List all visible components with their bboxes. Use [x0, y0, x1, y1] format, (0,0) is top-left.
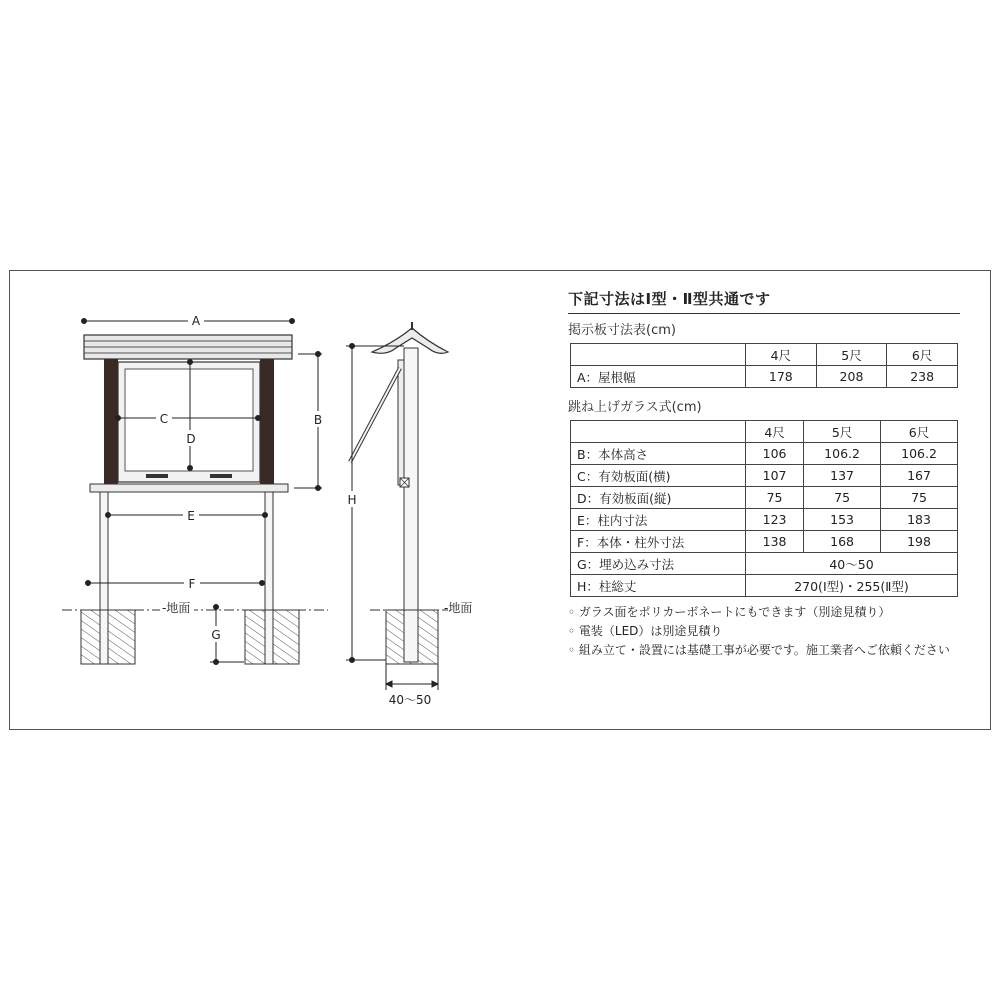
table-row	[571, 443, 958, 465]
label-a: A	[191, 314, 201, 328]
front-view	[62, 335, 328, 664]
row-value: 106.2	[804, 443, 881, 465]
row-value: 183	[881, 509, 958, 531]
table-header-row	[571, 421, 958, 443]
row-value: 75	[881, 487, 958, 509]
row-value: 208	[816, 366, 887, 388]
row-value-merged: 40～50	[746, 553, 958, 575]
row-value: 107	[746, 465, 804, 487]
row-label: A：屋根幅	[571, 366, 746, 388]
row-label: D：有効板面(縦)	[571, 487, 746, 509]
row-label: C：有効板面(横)	[571, 465, 746, 487]
table1-title: 掲示板寸法表(cm)	[568, 323, 676, 338]
note-item: ◦ ガラス面をポリカーボネートにもできます（別途見積り）	[568, 605, 891, 619]
label-g: G	[211, 628, 221, 642]
row-value: 106.2	[881, 443, 958, 465]
table-header-cell: 6尺	[881, 421, 958, 443]
row-value: 106	[746, 443, 804, 465]
table-header-cell: 6尺	[887, 344, 958, 366]
row-value: 198	[881, 531, 958, 553]
table-header-cell	[571, 344, 746, 366]
dimension-panel	[568, 288, 960, 660]
row-value: 75	[746, 487, 804, 509]
front-shelf	[90, 484, 288, 492]
table-row	[571, 509, 958, 531]
row-value: 75	[804, 487, 881, 509]
table-header-cell: 5尺	[816, 344, 887, 366]
label-ground-right: -地面	[444, 601, 473, 615]
front-right-column	[260, 359, 274, 484]
table-row	[571, 531, 958, 553]
row-value-merged: 270(Ⅰ型)・255(Ⅱ型)	[746, 575, 958, 597]
row-value: 123	[746, 509, 804, 531]
roof-width-table	[570, 343, 958, 388]
table-header-cell: 5尺	[804, 421, 881, 443]
label-d: D	[186, 432, 196, 446]
row-label: G：埋め込み寸法	[571, 553, 746, 575]
front-left-column	[104, 359, 118, 484]
label-ground-left: -地面	[162, 601, 191, 615]
row-value: 153	[804, 509, 881, 531]
table-header-row	[571, 344, 958, 366]
label-post-width: 40～50	[388, 693, 432, 707]
glass-type-table	[570, 420, 958, 597]
row-value: 137	[804, 465, 881, 487]
notes	[568, 603, 960, 660]
row-label: F：本体・柱外寸法	[571, 531, 746, 553]
row-value: 138	[746, 531, 804, 553]
row-value: 178	[746, 366, 817, 388]
row-value: 238	[887, 366, 958, 388]
table-row	[571, 465, 958, 487]
table-header-cell: 4尺	[746, 344, 817, 366]
label-b: B	[313, 413, 323, 427]
front-board-face	[125, 369, 253, 471]
row-label: E：柱内寸法	[571, 509, 746, 531]
table-header-cell	[571, 421, 746, 443]
label-e: E	[187, 509, 195, 523]
row-label: H：柱総丈	[571, 575, 746, 597]
table-row	[571, 575, 958, 597]
table-row	[571, 366, 958, 388]
table-row	[571, 553, 958, 575]
note-item: ◦ 電装（LED）は別途見積り	[568, 624, 723, 638]
table-row	[571, 487, 958, 509]
table-header-cell: 4尺	[746, 421, 804, 443]
row-value: 168	[804, 531, 881, 553]
side-view	[350, 322, 448, 664]
panel-heading: 下記寸法はⅠ型・Ⅱ型共通です	[568, 288, 960, 314]
table2-title: 跳ね上げガラス式(cm)	[568, 400, 702, 415]
row-value: 167	[881, 465, 958, 487]
note-item: ◦ 組み立て・設置には基礎工事が必要です。施工業者へご依頼ください	[568, 643, 950, 657]
label-f: F	[188, 577, 196, 591]
label-c: C	[159, 412, 169, 426]
row-label: B：本体高さ	[571, 443, 746, 465]
label-h: H	[347, 493, 357, 507]
